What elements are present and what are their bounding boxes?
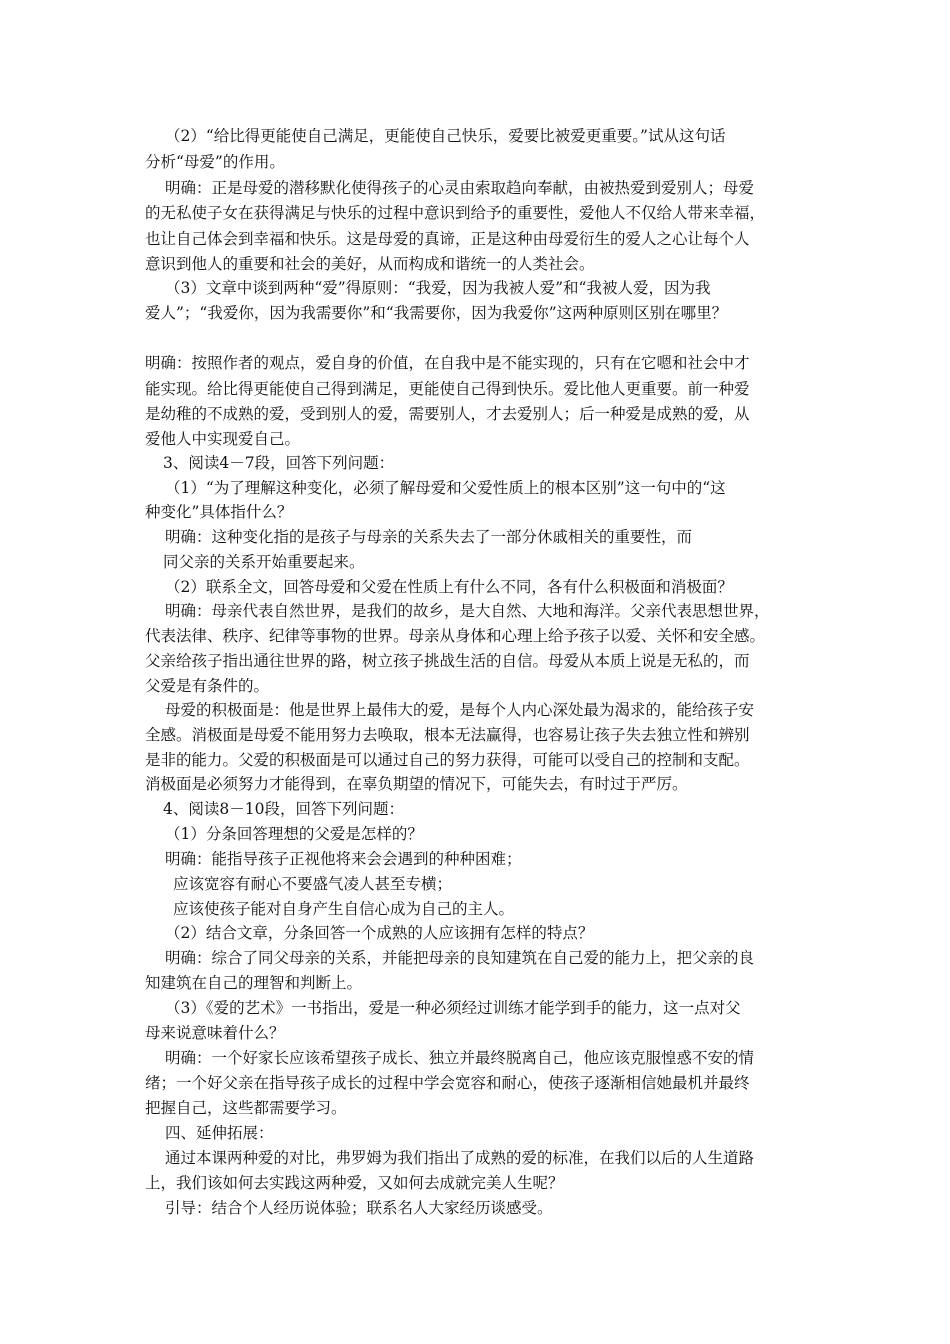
paragraph-line: 能实现。给比得更能使自己得到满足，更能使自己得到快乐。爱比他人更重要。前一种爱 [145,380,750,398]
paragraph-line: 明确：正是母爱的潜移默化使得孩子的心灵由索取趋向奉献，由被热爱到爱别人；母爱 [165,179,755,197]
paragraph-line: 是幼稚的不成熟的爱，受到别人的爱，需要别人，才去爱别人；后一种爱是成熟的爱，从 [145,405,750,423]
paragraph-line: 应该使孩子能对自身产生自信心成为自己的主人。 [173,900,515,918]
paragraph-line: 消极面是必须努力才能得到，在辜负期望的情况下，可能失去，有时过于严厉。 [145,775,688,793]
paragraph-line: （1）“为了理解这种变化，必须了解母爱和父爱性质上的根本区别”这一句中的“这 [165,479,726,497]
paragraph-line: 是非的能力。父爱的积极面是可以通过自己的努力获得，可能可以受自己的控制和支配。 [145,751,750,769]
paragraph-line: 知建筑在自己的理智和判断上。 [145,974,363,992]
paragraph-line: 代表法律、秩序、纪律等事物的世界。母亲从身体和心理上给予孩子以爱、关怀和安全感。 [145,627,766,645]
paragraph-line: 爱人”；“我爱你，因为我需要你”和“我需要你，因为我爱你”这两种原则区别在哪里？ [145,304,728,322]
paragraph-line: 父亲给孩子指出通往世界的路，树立孩子挑战生活的自信。母爱从本质上说是无私的，而 [145,652,750,670]
paragraph-line: （3）《爱的艺术》一书指出，爱是一种必须经过训练才能学到手的能力，这一点对父 [165,999,741,1017]
paragraph-line: （2）联系全文，回答母爱和父爱在性质上有什么不同，各有什么积极面和消极面？ [165,578,733,596]
section-heading: 四、延伸拓展： [165,1124,274,1142]
paragraph-line: 母来说意味着什么？ [145,1024,285,1042]
paragraph-line: 全感。消极面是母爱不能用努力去唤取，根本无法赢得，也容易让孩子失去独立性和辨别 [145,726,750,744]
section-heading: 4、阅读8－10段，回答下列问题： [163,800,404,818]
paragraph-line: 明确：综合了同父母亲的关系，并能把母亲的良知建筑在自己爱的能力上，把父亲的良 [165,949,755,967]
paragraph-line: 明确：这种变化指的是孩子与母亲的关系失去了一部分休戚相关的重要性，而 [165,528,693,546]
paragraph-line: 通过本课两种爱的对比，弗罗姆为我们指出了成熟的爱的标准，在我们以后的人生道路 [165,1149,755,1167]
paragraph-line: （3）文章中谈到两种“爱”得原则：“我爱，因为我被人爱”和“我被人爱，因为我 [165,279,711,297]
paragraph-line: 种变化”具体指什么？ [145,503,293,521]
paragraph-line: （2）“给比得更能使自己满足，更能使自己快乐，爱要比被爱更重要。”试从这句话 [165,127,726,145]
paragraph-line: 明确：一个好家长应该希望孩子成长、独立并最终脱离自己，他应该克服惶惑不安的情 [165,1049,755,1067]
paragraph-line: （1）分条回答理想的父爱是怎样的？ [165,825,423,843]
paragraph-line: 绪；一个好父亲在指导孩子成长的过程中学会宽容和耐心，使孩子逐渐相信她最机并最终 [145,1074,750,1092]
paragraph-line: 同父亲的关系开始重要起来。 [163,553,365,571]
paragraph-line: 把握自己，这些都需要学习。 [145,1099,347,1117]
paragraph-line: 明确：母亲代表自然世界，是我们的故乡，是大自然、大地和海洋。父亲代表思想世界， [165,602,770,620]
paragraph-line: 意识到他人的重要和社会的美好，从而构成和谐统一的人类社会。 [145,255,595,273]
paragraph-line: 明确：按照作者的观点，爱自身的价值，在自我中是不能实现的，只有在它嗯和社会中才 [145,354,750,372]
paragraph-line: 母爱的积极面是：他是世界上最伟大的爱，是每个人内心深处最为渴求的，能给孩子安 [165,701,755,719]
section-heading: 3、阅读4－7段，回答下列问题： [163,454,395,472]
paragraph-line: 的无私使子女在获得满足与快乐的过程中意识到给予的重要性，爱他人不仅给人带来幸福， [145,204,766,222]
paragraph-line: 应该宽容有耐心不要盛气凌人甚至专横； [173,875,453,893]
paragraph-line: 上，我们该如何去实践这两种爱，又如何去成就完美人生呢？ [145,1174,564,1192]
paragraph-line: 引导：结合个人经历说体验；联系名人大家经历谈感受。 [165,1199,553,1217]
paragraph-line: 爱他人中实现爱自己。 [145,430,301,448]
paragraph-line: 明确：能指导孩子正视他将来会会遇到的种种困难； [165,850,522,868]
paragraph-line: 父爱是有条件的。 [145,677,270,695]
paragraph-line: 也让自己体会到幸福和快乐。这是母爱的真谛，正是这种由母爱衍生的爱人之心让每个人 [145,230,750,248]
paragraph-line: （2）结合文章，分条回答一个成熟的人应该拥有怎样的特点？ [165,924,594,942]
paragraph-line: 分析“母爱”的作用。 [145,153,285,171]
